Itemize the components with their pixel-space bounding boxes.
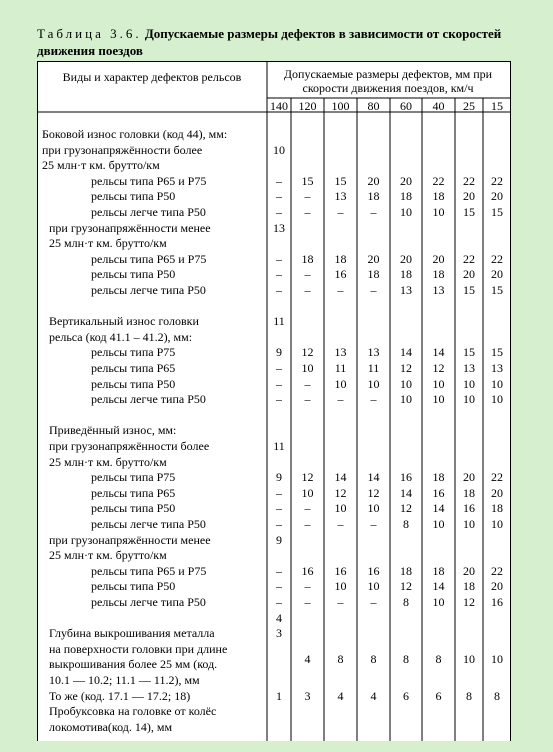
defect-size-cell: 10 [432,376,445,391]
defect-size-cell: 18 [367,189,380,204]
defect-size-cell: – [276,267,282,282]
defect-size-cell: 3 [304,688,311,703]
defect-size-cell: – [370,595,377,609]
defect-size-cell: – [276,517,282,531]
defect-label: при грузонапряжённости менее [49,532,211,547]
defect-size-cell: 15 [463,345,475,360]
defect-size-cell: 10 [367,501,380,516]
defect-size-cell: 8 [494,688,500,703]
defect-size-cell: 15 [491,345,503,360]
defect-size-cell: 12 [463,595,475,609]
defect-size-cell: 22 [491,173,503,188]
speed-header-cell: 80 [367,99,380,113]
defect-size-cell: 16 [334,563,347,578]
defect-size-cell: 10 [400,205,412,219]
defect-size-cell: 10 [367,376,380,391]
defect-size-cell: 10 [367,579,380,594]
defect-size-cell: 3 [276,626,282,641]
defect-label: Глубина выкрошивания металла [49,626,215,641]
defect-size-cell: 14 [400,345,412,360]
defect-size-cell: – [304,189,311,204]
defect-size-cell: 12 [301,345,314,360]
speed-header-cell: 140 [270,99,288,113]
defect-size-cell: 13 [334,345,347,360]
defect-size-cell: 20 [432,251,445,266]
defect-label: рельсы типа Р65 и Р75 [91,251,207,266]
defect-size-cell: 10 [273,142,285,157]
defect-label: выкрошивания более 25 мм (код. [49,657,218,672]
defect-size-cell: 12 [301,470,314,485]
header-defect-kind: Виды и характер дефектов рельсов [62,70,242,84]
defect-size-cell: 20 [367,251,380,266]
defect-size-cell: 10 [400,392,412,407]
defect-size-cell: 10 [491,517,503,531]
defect-size-cell: – [337,205,344,219]
defect-label: рельсы типа Р65 [91,361,176,375]
defect-size-cell: 20 [463,267,475,282]
defect-size-cell: 18 [491,501,503,516]
defect-size-cell: 14 [432,501,445,516]
defect-size-cell: 13 [491,361,503,375]
defect-size-cell: 22 [491,251,503,266]
defect-label: То же (код. 17.1 — 17.2; 18) [49,688,191,703]
defect-size-cell: – [276,283,282,297]
defect-label: рельсы легче типа Р50 [91,392,206,407]
defect-size-cell: 8 [370,652,377,667]
defect-label: рельсы типа Р50 [91,267,176,282]
defect-label: рельсы типа Р75 [91,470,176,485]
defect-label: рельсы типа Р50 [91,189,176,204]
defect-size-cell: 18 [367,267,380,282]
defect-size-cell: 18 [463,485,475,500]
defect-size-cell: – [276,563,282,578]
defect-size-cell: 18 [400,563,412,578]
defect-size-cell: – [304,517,311,531]
defect-size-cell: 22 [491,563,503,578]
defect-size-cell: 10 [301,361,314,375]
defect-size-cell: 18 [432,267,445,282]
defect-size-cell: 8 [435,652,442,667]
defect-size-cell: – [276,173,282,188]
defect-size-cell: – [276,205,282,219]
defect-size-cell: – [304,376,311,391]
table-sheet [37,61,511,741]
defect-size-cell: 9 [276,470,282,485]
defect-size-cell: – [304,283,311,297]
defect-label: рельсы типа Р50 [91,579,176,594]
defect-size-cell: 15 [463,205,475,219]
defect-size-cell: 11 [273,439,285,453]
defect-size-cell: 4 [337,688,344,703]
defect-size-cell: 15 [491,283,503,297]
defect-size-cell: 18 [463,579,475,594]
defect-size-cell: 14 [400,485,412,500]
defect-size-cell: – [276,485,282,500]
defect-label: рельса (код 41.1 – 41.2), мм: [49,329,193,344]
defect-label: на поверхности головки при длине [49,641,228,656]
defect-size-cell: 15 [301,173,314,188]
defect-label: рельсы легче типа Р50 [91,517,206,531]
defect-label: Боковой износ головки (код 44), мм: [42,127,228,141]
defect-size-cell: 18 [400,267,412,282]
defect-size-cell: 6 [435,688,442,703]
defect-size-cell: 18 [432,470,445,485]
defect-label: Пробуксовка на головке от колёс [49,704,217,719]
defect-size-cell: 13 [367,345,380,360]
defect-size-cell: 8 [403,652,409,667]
defect-size-cell: 10 [491,392,503,407]
speed-header-cell: 15 [491,99,503,113]
defect-label: рельсы типа Р50 [91,501,176,516]
defect-size-cell: 4 [370,688,377,703]
defect-size-cell: 12 [400,361,412,375]
speed-header-cell: 100 [331,99,350,113]
defect-label: при грузонапряжённости менее [49,220,211,235]
defect-size-cell: 10 [432,517,445,531]
speed-header-cell: 25 [463,99,475,113]
defect-size-cell: 14 [432,345,445,360]
defect-size-cell: 11 [273,314,285,329]
defect-label: рельсы легче типа Р50 [91,283,206,297]
defect-size-cell: – [304,579,311,594]
defect-size-cell: 13 [463,361,475,375]
defect-size-cell: – [370,392,377,407]
defect-size-cell: 10 [334,579,347,594]
defect-size-cell: 1 [276,688,282,703]
defect-size-cell: 12 [400,579,412,594]
defect-label: 25 млн·т км. брутто/км [42,158,160,173]
defect-size-cell: 16 [400,470,412,485]
defect-size-cell: 10 [432,595,445,609]
defect-size-cell: – [304,595,311,609]
defect-size-cell: 10 [400,376,412,391]
defect-size-cell: – [337,517,344,531]
defect-size-cell: 13 [432,283,445,297]
defect-size-cell: 20 [491,485,503,500]
defect-size-cell: 20 [463,189,475,204]
defect-size-cell: – [276,579,282,594]
defect-size-cell: 20 [367,173,380,188]
table-caption [37,25,527,59]
defect-size-cell: 12 [334,485,347,500]
defect-size-cell: 15 [463,283,475,297]
table-label: Таблица 3.6. [37,26,142,41]
defect-size-cell: 14 [432,579,445,594]
speed-header-cell: 40 [432,99,445,113]
defect-size-cell: 12 [367,485,380,500]
defect-label: Вертикальный износ головки [49,314,199,329]
defect-size-cell: 18 [432,563,445,578]
defect-size-cell: 12 [400,501,412,516]
defect-size-cell: 8 [337,652,344,667]
defect-size-cell: 16 [367,563,380,578]
defect-size-cell: 18 [432,189,445,204]
defect-size-cell: 22 [432,173,445,188]
defect-label: 25 млн·т км. брутто/км [49,454,167,469]
defect-size-cell: 11 [334,361,347,375]
defect-size-cell: – [337,392,344,407]
defect-size-cell: – [337,595,344,609]
defect-size-cell: 22 [463,173,475,188]
defect-size-cell: 13 [334,189,347,204]
defect-size-cell: – [276,361,282,375]
defect-size-cell: 14 [334,470,347,485]
defect-size-cell: – [370,283,377,297]
defect-label: 10.1 — 10.2; 11.1 — 11.2), мм [49,673,200,687]
defect-label: 25 млн·т км. брутто/км [49,548,167,563]
defect-size-cell: – [304,267,311,282]
defect-size-cell: 10 [334,501,347,516]
defect-size-cell: 20 [491,267,503,282]
defect-size-cell: 16 [334,267,347,282]
defect-size-cell: 10 [491,652,503,667]
defect-size-cell: 9 [276,532,282,547]
defect-size-cell: – [276,595,282,609]
defect-size-cell: 10 [432,205,445,219]
defect-size-cell: – [276,189,282,204]
header-defect-sizes: Допускаемые размеры дефектов, мм при скорости движения поездов, км/ч [283,67,493,95]
defect-size-cell: 10 [463,517,475,531]
defect-size-cell: 13 [273,220,285,235]
defect-size-cell: 10 [463,652,475,667]
defect-size-cell: – [304,501,311,516]
defect-size-cell: 12 [432,361,445,375]
defect-size-cell: 16 [463,501,475,516]
defect-size-cell: – [337,283,344,297]
defect-size-cell: 14 [367,470,380,485]
defect-size-cell: 10 [334,376,347,391]
defect-label: рельсы типа Р65 [91,485,176,500]
defect-size-cell: 8 [403,595,409,609]
defect-size-cell: 10 [432,392,445,407]
defect-size-cell: – [276,501,282,516]
defect-size-cell: 18 [400,189,412,204]
defect-label: рельсы легче типа Р50 [91,595,206,609]
defect-label: локомотива(код. 14), мм [49,719,173,734]
defect-size-cell: 20 [491,189,503,204]
defect-size-cell: 4 [304,652,311,667]
defect-size-cell: – [304,392,311,407]
defect-size-cell: – [304,205,311,219]
defect-size-cell: 6 [403,688,409,703]
defect-size-cell: 8 [466,688,472,703]
defect-size-cell: 20 [400,251,412,266]
defect-size-cell: 9 [276,345,282,360]
defect-size-cell: 16 [491,595,503,609]
defect-label: рельсы типа Р75 [91,345,176,360]
defect-size-cell: 10 [301,485,314,500]
defect-size-cell: 18 [334,251,347,266]
defect-label: при грузонапряжённости более [49,439,210,453]
defect-size-cell: 18 [301,251,314,266]
defect-size-cell: 20 [491,579,503,594]
defect-size-cell: 10 [491,376,503,391]
defect-size-cell: 10 [463,392,475,407]
defect-label: при грузонапряжённости более [42,142,203,157]
defect-size-cell: – [276,376,282,391]
defect-size-cell: 20 [400,173,412,188]
defect-size-cell: 22 [463,251,475,266]
defect-size-cell: – [276,251,282,266]
defect-size-cell: 11 [367,361,380,375]
defect-size-cell: 20 [463,563,475,578]
defect-size-cell: 16 [432,485,445,500]
defect-size-cell: 22 [491,470,503,485]
defect-size-cell: 13 [400,283,412,297]
defect-size-cell: 16 [301,563,314,578]
defect-size-cell: – [276,392,282,407]
defect-size-cell: 8 [403,517,409,531]
defect-size-cell: – [370,205,377,219]
defect-label: рельсы легче типа Р50 [91,205,206,219]
defect-label: 25 млн·т км. брутто/км [49,236,167,251]
defect-label: рельсы типа Р65 и Р75 [91,563,207,578]
defect-label: рельсы типа Р65 и Р75 [91,173,207,188]
defect-size-cell: – [370,517,377,531]
defect-size-cell: 4 [276,610,282,625]
defect-size-cell: 15 [491,205,503,219]
defect-size-cell: 15 [334,173,347,188]
defect-label: Приведённый износ, мм: [49,423,177,438]
speed-header-cell: 120 [298,99,317,113]
defect-label: рельсы типа Р50 [91,376,176,391]
defect-size-cell: 20 [463,470,475,485]
defect-size-cell: 10 [463,376,475,391]
table-title: Допускаемые размеры дефектов в зависимости от скоростей движения поездов [37,26,502,58]
speed-header-cell: 60 [400,99,412,113]
